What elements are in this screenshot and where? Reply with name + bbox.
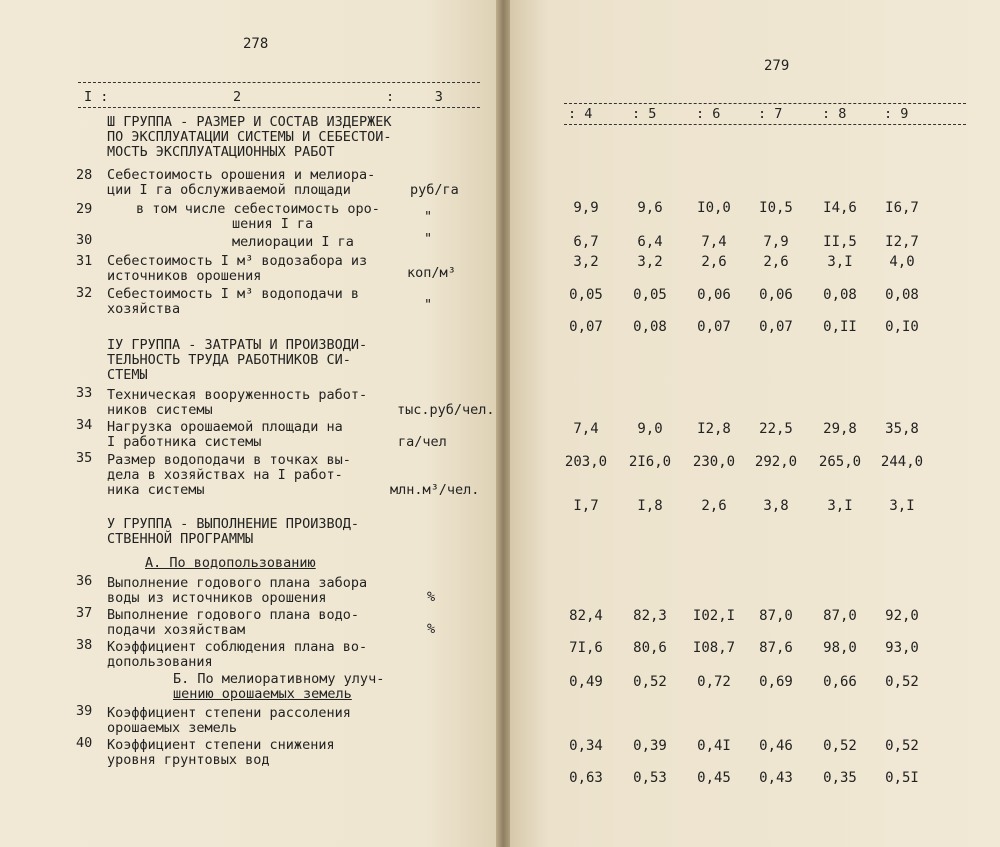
table-cell: 230,0 — [692, 454, 736, 470]
right-header-rule-top — [564, 103, 966, 104]
row-label: Выполнение годового плана водо- — [107, 607, 359, 623]
table-cell: 0,07 — [697, 319, 731, 335]
table-cell: 0,II — [823, 319, 857, 335]
row-num: 33 — [76, 385, 93, 401]
row-label: дела в хозяйствах на I работ- — [107, 467, 343, 483]
column-header: : 9 — [884, 106, 909, 122]
group5-heading-line2: СТВЕННОЙ ПРОГРАММЫ — [107, 531, 254, 547]
table-cell: 9,6 — [637, 200, 663, 216]
table-cell: 0,43 — [759, 770, 793, 786]
table-cell: 3,I — [889, 498, 915, 514]
table-cell: 0,53 — [633, 770, 667, 786]
row-label: Себестоимость I м³ водоподачи в — [107, 286, 359, 302]
table-cell: 0,52 — [633, 674, 667, 690]
column-header: : 7 — [758, 106, 783, 122]
row-num: 28 — [76, 167, 93, 183]
row-unit: тыс.руб/чел. — [397, 402, 495, 418]
subsection-b-heading-line2: шению орошаемых земель — [173, 686, 352, 702]
group4-heading-line2: ТЕЛЬНОСТЬ ТРУДА РАБОТНИКОВ СИ- — [107, 352, 351, 368]
row-label: подачи хозяйствам — [107, 622, 246, 638]
row-num: 36 — [76, 573, 93, 589]
table-cell: 0,69 — [759, 674, 793, 690]
row-num: 31 — [76, 253, 93, 269]
row-unit: " — [424, 209, 433, 225]
table-cell: 7,9 — [763, 234, 789, 250]
group4-heading-line1: ІУ ГРУППА - ЗАТРАТЫ И ПРОИЗВОДИ- — [107, 337, 368, 353]
table-cell: 244,0 — [880, 454, 924, 470]
table-cell: 0,52 — [823, 738, 857, 754]
row-label: Нагрузка орошаемой площади на — [107, 419, 343, 435]
group3-heading-line1: Ш ГРУППА - РАЗМЕР И СОСТАВ ИЗДЕРЖЕК — [107, 114, 392, 130]
table-cell: 0,08 — [633, 319, 667, 335]
row-num: 35 — [76, 450, 93, 466]
table-cell: 2,6 — [763, 254, 789, 270]
row-label: хозяйства — [107, 301, 181, 317]
table-cell: 98,0 — [823, 640, 857, 656]
row-label: Коэффициент степени рассоления — [107, 705, 351, 721]
table-cell: 0,52 — [885, 738, 919, 754]
table-cell: 3,I — [827, 254, 853, 270]
table-cell: 92,0 — [885, 608, 919, 624]
row-num: 39 — [76, 703, 93, 719]
row-unit: % — [427, 621, 436, 637]
table-cell: 6,4 — [637, 234, 663, 250]
header-rule-bottom — [78, 107, 480, 108]
table-cell: I4,6 — [823, 200, 857, 216]
row-num: 30 — [76, 232, 93, 248]
row-label: Размер водоподачи в точках вы- — [107, 452, 351, 468]
table-cell: 0,4I — [697, 738, 731, 754]
table-cell: 7,4 — [573, 421, 599, 437]
row-label: Себестоимость орошения и мелиора- — [107, 167, 376, 183]
table-cell: 29,8 — [823, 421, 857, 437]
subsection-b-heading-line1: Б. По мелиоративному улуч- — [173, 671, 385, 687]
row-label: орошаемых земель — [107, 720, 238, 736]
table-cell: 80,6 — [633, 640, 667, 656]
table-cell: I0,0 — [697, 200, 731, 216]
column-header: : 4 — [568, 106, 593, 122]
row-unit: " — [424, 231, 433, 247]
table-cell: 0,52 — [885, 674, 919, 690]
table-cell: I,8 — [637, 498, 663, 514]
header-col1: I : — [84, 89, 109, 105]
row-num: 37 — [76, 605, 93, 621]
right-header-rule-bottom — [564, 124, 966, 125]
table-cell: 87,0 — [759, 608, 793, 624]
table-cell: 3,2 — [637, 254, 663, 270]
table-cell: 6,7 — [573, 234, 599, 250]
table-cell: 2,6 — [701, 254, 727, 270]
left-page-number: 278 — [243, 36, 269, 52]
row-label: мелиорации I га — [232, 234, 354, 250]
table-cell: 0,63 — [569, 770, 603, 786]
row-label: I работника системы — [107, 434, 262, 450]
table-cell: I02,I — [692, 608, 736, 624]
table-cell: 87,6 — [759, 640, 793, 656]
table-cell: 0,05 — [633, 287, 667, 303]
column-header: : 8 — [822, 106, 847, 122]
table-cell: I,7 — [573, 498, 599, 514]
table-cell: 0,06 — [759, 287, 793, 303]
table-cell: 87,0 — [823, 608, 857, 624]
subsection-a-heading: А. По водопользованию — [145, 555, 316, 571]
table-cell: I2,8 — [697, 421, 731, 437]
table-cell: I2,7 — [885, 234, 919, 250]
row-label: Техническая вооруженность работ- — [107, 387, 368, 403]
table-cell: 292,0 — [754, 454, 798, 470]
table-cell: 0,72 — [697, 674, 731, 690]
table-cell: 9,0 — [637, 421, 663, 437]
row-label: Коэффициент соблюдения плана во- — [107, 639, 368, 655]
row-unit: коп/м³ — [407, 265, 456, 281]
row-label: допользования — [107, 654, 213, 670]
table-cell: 82,3 — [633, 608, 667, 624]
table-cell: 7I,6 — [569, 640, 603, 656]
column-header: : 6 — [696, 106, 721, 122]
group5-heading-line1: У ГРУППА - ВЫПОЛНЕНИЕ ПРОИЗВОД- — [107, 516, 359, 532]
row-label: Себестоимость I м³ водозабора из — [107, 253, 368, 269]
table-cell: 22,5 — [759, 421, 793, 437]
table-cell: 0,46 — [759, 738, 793, 754]
group3-heading-line3: МОСТЬ ЭКСПЛУАТАЦИОННЫХ РАБОТ — [107, 144, 335, 160]
row-num: 40 — [76, 735, 93, 751]
table-cell: 2I6,0 — [628, 454, 672, 470]
column-header: : 5 — [632, 106, 657, 122]
row-label: ника системы — [107, 482, 205, 498]
table-cell: 0,49 — [569, 674, 603, 690]
table-cell: 82,4 — [569, 608, 603, 624]
header-col2: 2 — [233, 89, 242, 105]
table-cell: 0,34 — [569, 738, 603, 754]
row-unit: % — [427, 589, 436, 605]
row-unit: " — [424, 297, 433, 313]
group4-heading-line3: СТЕМЫ — [107, 367, 148, 383]
right-page-number: 279 — [764, 58, 790, 74]
header-col3: : 3 — [386, 89, 443, 105]
table-cell: I0,5 — [759, 200, 793, 216]
table-cell: 0,08 — [885, 287, 919, 303]
table-cell: 9,9 — [573, 200, 599, 216]
table-cell: 7,4 — [701, 234, 727, 250]
table-cell: 265,0 — [818, 454, 862, 470]
table-cell: 203,0 — [564, 454, 608, 470]
table-cell: 0,I0 — [885, 319, 919, 335]
table-cell: 2,6 — [701, 498, 727, 514]
table-cell: 4,0 — [889, 254, 915, 270]
group3-heading-line2: ПО ЭКСПЛУАТАЦИИ СИСТЕМЫ И СЕБЕСТОИ- — [107, 129, 392, 145]
row-label: Коэффициент степени снижения — [107, 737, 335, 753]
table-cell: 0,06 — [697, 287, 731, 303]
table-cell: 0,45 — [697, 770, 731, 786]
row-label: уровня грунтовых вод — [107, 752, 270, 768]
row-label: источников орошения — [107, 268, 262, 284]
table-cell: I08,7 — [692, 640, 736, 656]
table-cell: 3,I — [827, 498, 853, 514]
row-label: воды из источников орошения — [107, 590, 327, 606]
table-cell: 0,08 — [823, 287, 857, 303]
row-label: ции I га обслуживаемой площади — [107, 182, 351, 198]
row-label: ников системы — [107, 402, 213, 418]
row-label: Выполнение годового плана забора — [107, 575, 368, 591]
table-cell: 35,8 — [885, 421, 919, 437]
row-unit: руб/га — [410, 182, 459, 198]
row-num: 34 — [76, 417, 93, 433]
table-cell: 0,07 — [569, 319, 603, 335]
row-num: 38 — [76, 637, 93, 653]
row-label: шения I га — [232, 216, 314, 232]
table-cell: I6,7 — [885, 200, 919, 216]
table-cell: 0,66 — [823, 674, 857, 690]
row-unit: га/чел — [398, 434, 447, 450]
row-num: 29 — [76, 201, 93, 217]
table-cell: 3,8 — [763, 498, 789, 514]
table-cell: 0,39 — [633, 738, 667, 754]
row-num: 32 — [76, 285, 93, 301]
right-page — [510, 0, 1000, 847]
table-cell: 0,35 — [823, 770, 857, 786]
table-cell: 3,2 — [573, 254, 599, 270]
table-cell: 0,07 — [759, 319, 793, 335]
table-cell: 0,5I — [885, 770, 919, 786]
table-cell: 0,05 — [569, 287, 603, 303]
header-rule-top — [78, 82, 480, 83]
row-label: в том числе себестоимость оро- — [136, 201, 380, 217]
row-unit: млн.м³/чел. — [390, 482, 480, 498]
table-cell: 93,0 — [885, 640, 919, 656]
table-cell: II,5 — [823, 234, 857, 250]
